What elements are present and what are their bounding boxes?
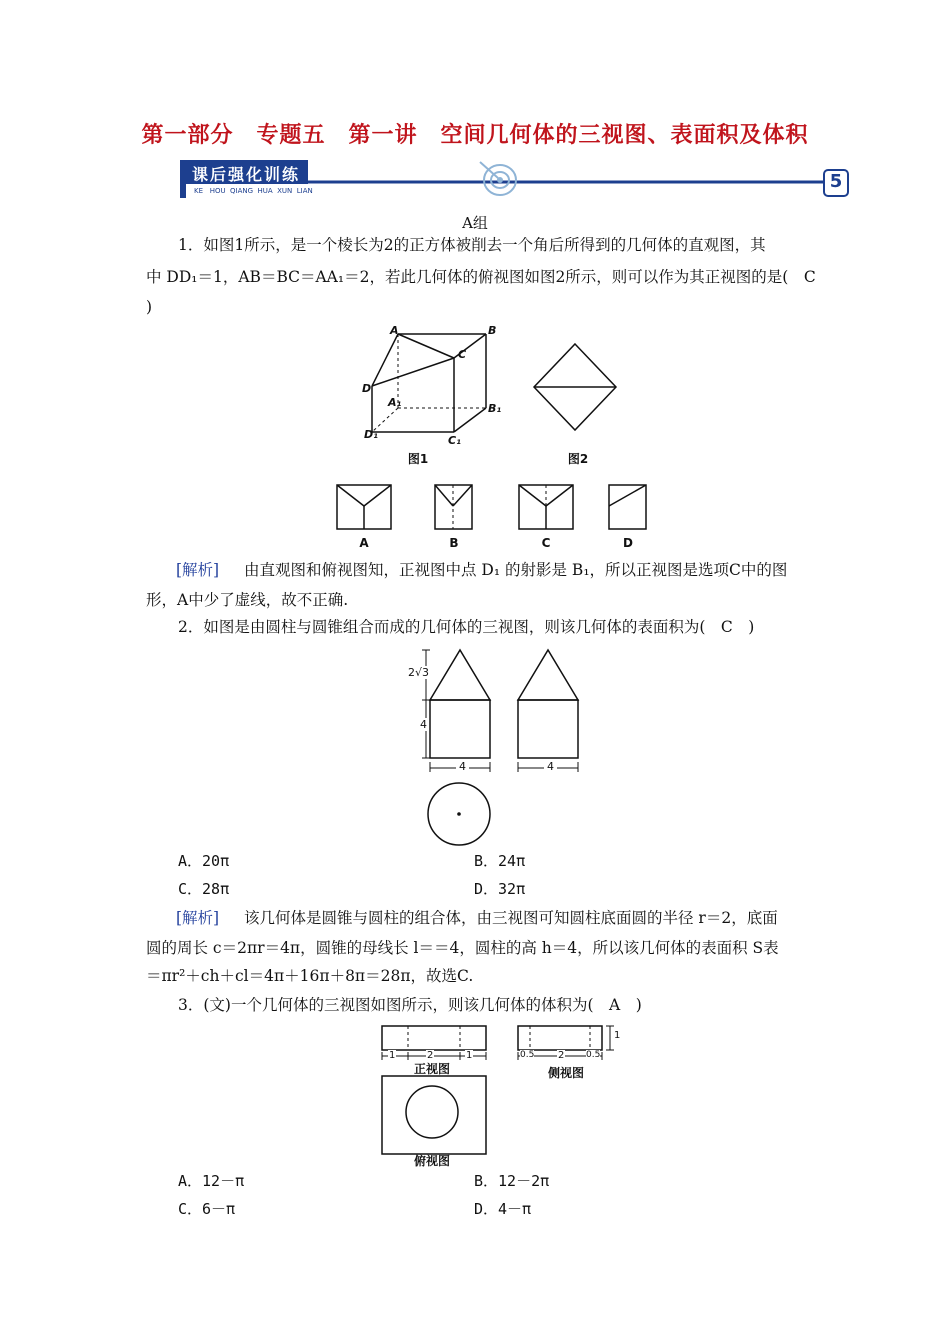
q2-dim-width-side: 4 [544,760,557,773]
vertex-C1: C₁ [448,434,461,447]
section-banner [180,158,850,202]
vertex-A: A [390,324,399,337]
q2-stem: 2．如图是由圆柱与圆锥组合而成的几何体的三视图，则该几何体的表面积为( C ) [178,618,755,636]
vertex-B: B [488,324,497,337]
vertex-C: C [458,348,467,361]
q3-option-d[interactable]: D．4－π [474,1200,532,1218]
q2-option-c[interactable]: C．28π [178,880,230,898]
q2-top-view-circle [426,782,492,848]
q3-side-dim-1: 0.5 [520,1050,535,1060]
q3-option-c[interactable]: C．6－π [178,1200,236,1218]
q1-line3: ) [146,298,153,316]
q1-option-a-label: A [359,536,369,550]
q3-side-caption: 侧视图 [547,1066,584,1080]
q1-analysis-line1: 由直观图和俯视图知，正视图中点 D₁ 的射影是 B₁，所以正视图是选项C中的图 [244,561,788,579]
q2-option-d[interactable]: D．32π [474,880,526,898]
q3-three-view [378,1022,628,1162]
q1-option-c-figure[interactable] [518,484,574,530]
fig1-caption: 图1 [407,452,429,466]
q3-option-a[interactable]: A．12－π [178,1172,245,1190]
group-label: A组 [462,214,488,232]
q1-option-c-label: C [541,536,551,550]
q2-dim-cone: 2√3 [408,666,430,679]
q1-line2: 中 DD₁＝1，AB＝BC＝AA₁＝2，若此几何体的俯视图如图2所示，则可以作为其正视图的是( C [146,268,816,286]
vertex-D: D [362,382,372,395]
q2-three-view-front-side [406,644,586,774]
q2-option-b[interactable]: B．24π [474,852,526,870]
q3-top-caption: 俯视图 [413,1154,450,1168]
vertex-A1: A₁ [388,396,402,409]
q3-front-caption: 正视图 [413,1062,450,1076]
q3-side-dim-2: 2 [558,1050,565,1061]
vertex-D1: D₁ [364,428,378,441]
q1-option-d-figure[interactable] [608,484,648,530]
vertex-B1: B₁ [488,402,502,415]
figure1-solid [360,320,510,450]
q2-dim-width-front: 4 [456,760,469,773]
q1-option-b-figure[interactable] [434,484,474,530]
q2-analysis-line1: 该几何体是圆锥与圆柱的组合体，由三视图可知圆柱底面圆的半径 r＝2，底面 [244,909,778,927]
q3-front-dim-3: 1 [466,1050,473,1061]
q1-analysis-line2: 形，A中少了虚线，故不正确. [146,591,349,609]
q1-line1: 1．如图1所示，是一个棱长为2的正方体被削去一个角后所得到的几何体的直观图，其 [178,236,766,254]
q1-option-a-figure[interactable] [336,484,392,530]
q3-side-dim-3: 0.5 [586,1050,601,1060]
q2-analysis-tag: [解析] [176,909,220,927]
banner-number: 5 [829,171,843,192]
q1-analysis-tag: [解析] [176,561,220,579]
fig2-caption: 图2 [567,452,589,466]
q3-stem: 3．(文)一个几何体的三视图如图所示，则该几何体的体积为( A ) [178,996,642,1014]
q3-front-dim-2: 2 [427,1050,434,1061]
banner-label: 课后强化训练 [192,165,301,184]
q3-front-dim-1: 1 [389,1050,396,1061]
q1-option-b-label: B [449,536,459,550]
figure2-top-view [530,342,620,432]
banner-pinyin: KE HOU QIANG HUA XUN LIAN [194,187,313,195]
q3-side-height: 1 [614,1030,621,1041]
target-icon [480,162,516,195]
q2-analysis-line2: 圆的周长 c＝2πr＝4π，圆锥的母线长 l＝＝4，圆柱的高 h＝4，所以该几何体的表面积 S表 [146,939,779,957]
q1-option-d-label: D [623,536,633,550]
q3-option-b[interactable]: B．12－2π [474,1172,550,1190]
q2-option-a[interactable]: A．20π [178,852,230,870]
q2-dim-height: 4 [420,718,427,731]
page-title: 第一部分 专题五 第一讲 空间几何体的三视图、表面积及体积 [141,123,809,148]
q2-analysis-line3: ＝πr²＋ch＋cl＝4π＋16π＋8π＝28π，故选C. [146,967,474,985]
